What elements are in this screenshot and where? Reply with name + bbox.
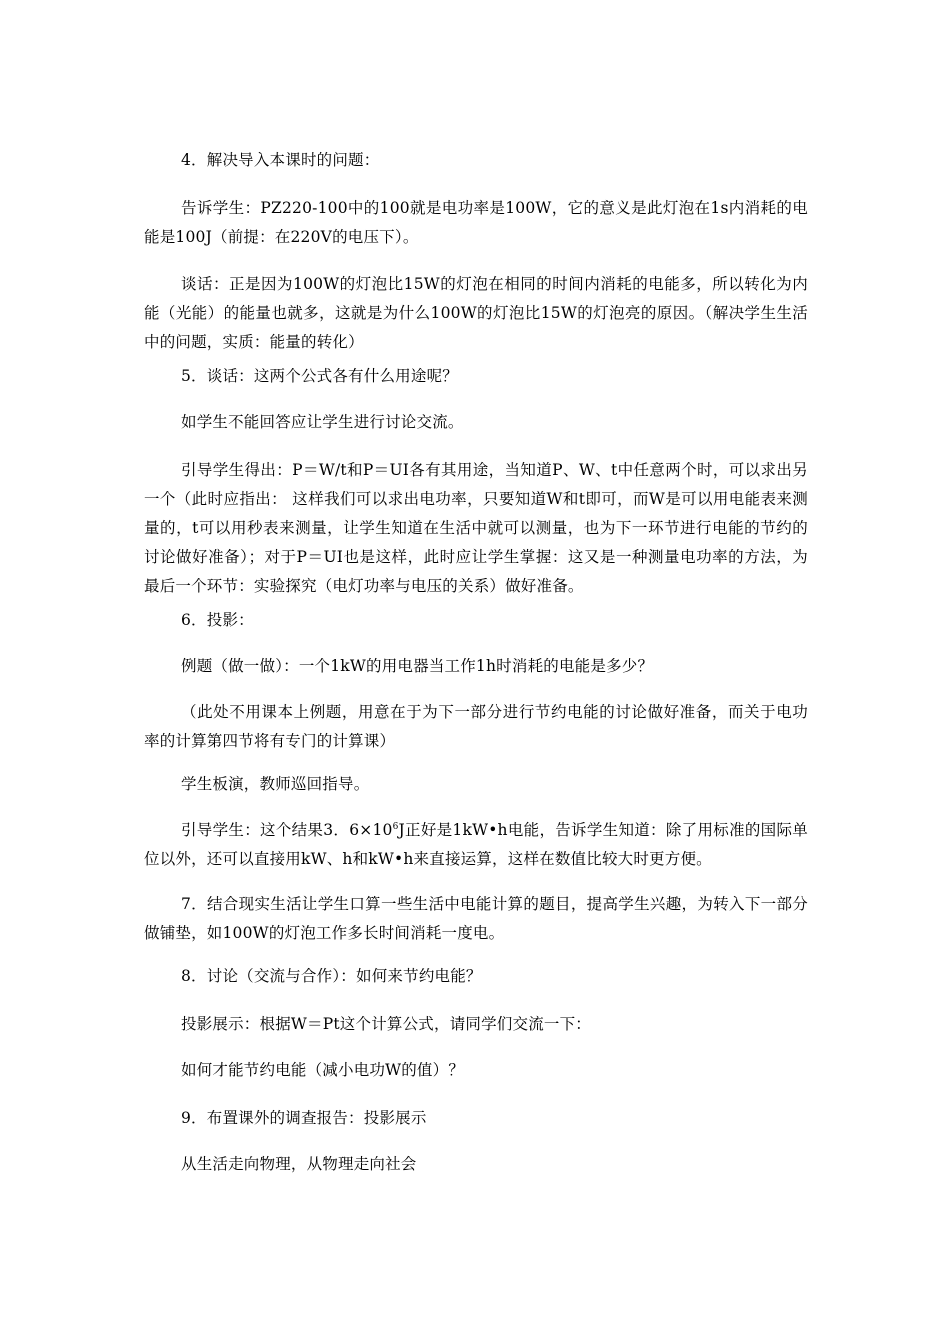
heading-step-7: 7．结合现实生活让学生口算一些生活中电能计算的题目，提高学生兴趣，为转入下一部分做铺垫，如100W的灯泡工作多长时间消耗一度电。: [144, 895, 808, 942]
paragraph-projection: 投影展示：根据W＝Pt这个计算公式，请同学们交流一下：: [181, 1015, 591, 1033]
heading-step-9: 9．布置课外的调查报告：投影展示: [181, 1109, 427, 1127]
paragraph-guide-formulas: 引导学生得出：P＝W/t和P＝UI各有其用途，当知道P、W、t中任意两个时，可以求出另一个（此时应指出： 这样我们可以求出电功率，只要知道W和t即可，而W是可以用电能表来测量的，t可以用秒表来测量，让学生知道在生活中就可以测量，也为下一环节进行电能的节约的讨论做好准备）；对于P＝UI也是这样，此时应让学生掌握：这又是一种测量电功率的方法，为最后一个环节：实验探究（电灯功率与电压的关系）做好准备。: [144, 461, 808, 595]
result-text-start: 引导学生：这个结果3．6×10: [181, 821, 393, 839]
paragraph-example: 例题（做一做）：一个1kW的用电器当工作1h时消耗的电能是多少？: [181, 657, 654, 675]
paragraph-discussion: 如学生不能回答应让学生进行讨论交流。: [181, 413, 464, 431]
exponent: 6: [392, 821, 399, 832]
paragraph-save-energy: 如何才能节约电能（减小电功W的值）？: [181, 1061, 465, 1079]
paragraph-note: （此处不用课本上例题，用意在于为下一部分进行节约电能的讨论做好准备，而关于电功率的计算第四节将有专门的计算课）: [144, 703, 808, 750]
paragraph-board-work: 学生板演，教师巡回指导。: [181, 775, 370, 793]
paragraph-tell-students: 告诉学生：PZ220-100中的100就是电功率是100W，它的意义是此灯泡在1s内消耗的电能是100J（前提：在220V的电压下）。: [144, 199, 808, 246]
paragraph-talk-bulb: 谈话：正是因为100W的灯泡比15W的灯泡在相同的时间内消耗的电能多，所以转化为内能（光能）的能量也就多，这就是为什么100W的灯泡比15W的灯泡亮的原因。（解决学生生活中的问题，实质：能量的转化）: [144, 275, 808, 351]
paragraph-motto: 从生活走向物理，从物理走向社会: [181, 1155, 417, 1173]
heading-step-5: 5．谈话：这两个公式各有什么用途呢？: [181, 367, 458, 385]
paragraph-guide-result: [144, 816, 808, 874]
result-text-end: J正好是1kW•h电能，告诉学生知道：除了用标准的国际单位以外，还可以直接用kW、h和kW•h来直接运算，这样在数值比较大时更方便。: [144, 821, 808, 868]
heading-step-6: 6．投影：: [181, 611, 254, 629]
heading-step-4: 4．解决导入本课时的问题：: [181, 151, 380, 169]
heading-step-8: 8．讨论（交流与合作）：如何来节约电能？: [181, 967, 482, 985]
